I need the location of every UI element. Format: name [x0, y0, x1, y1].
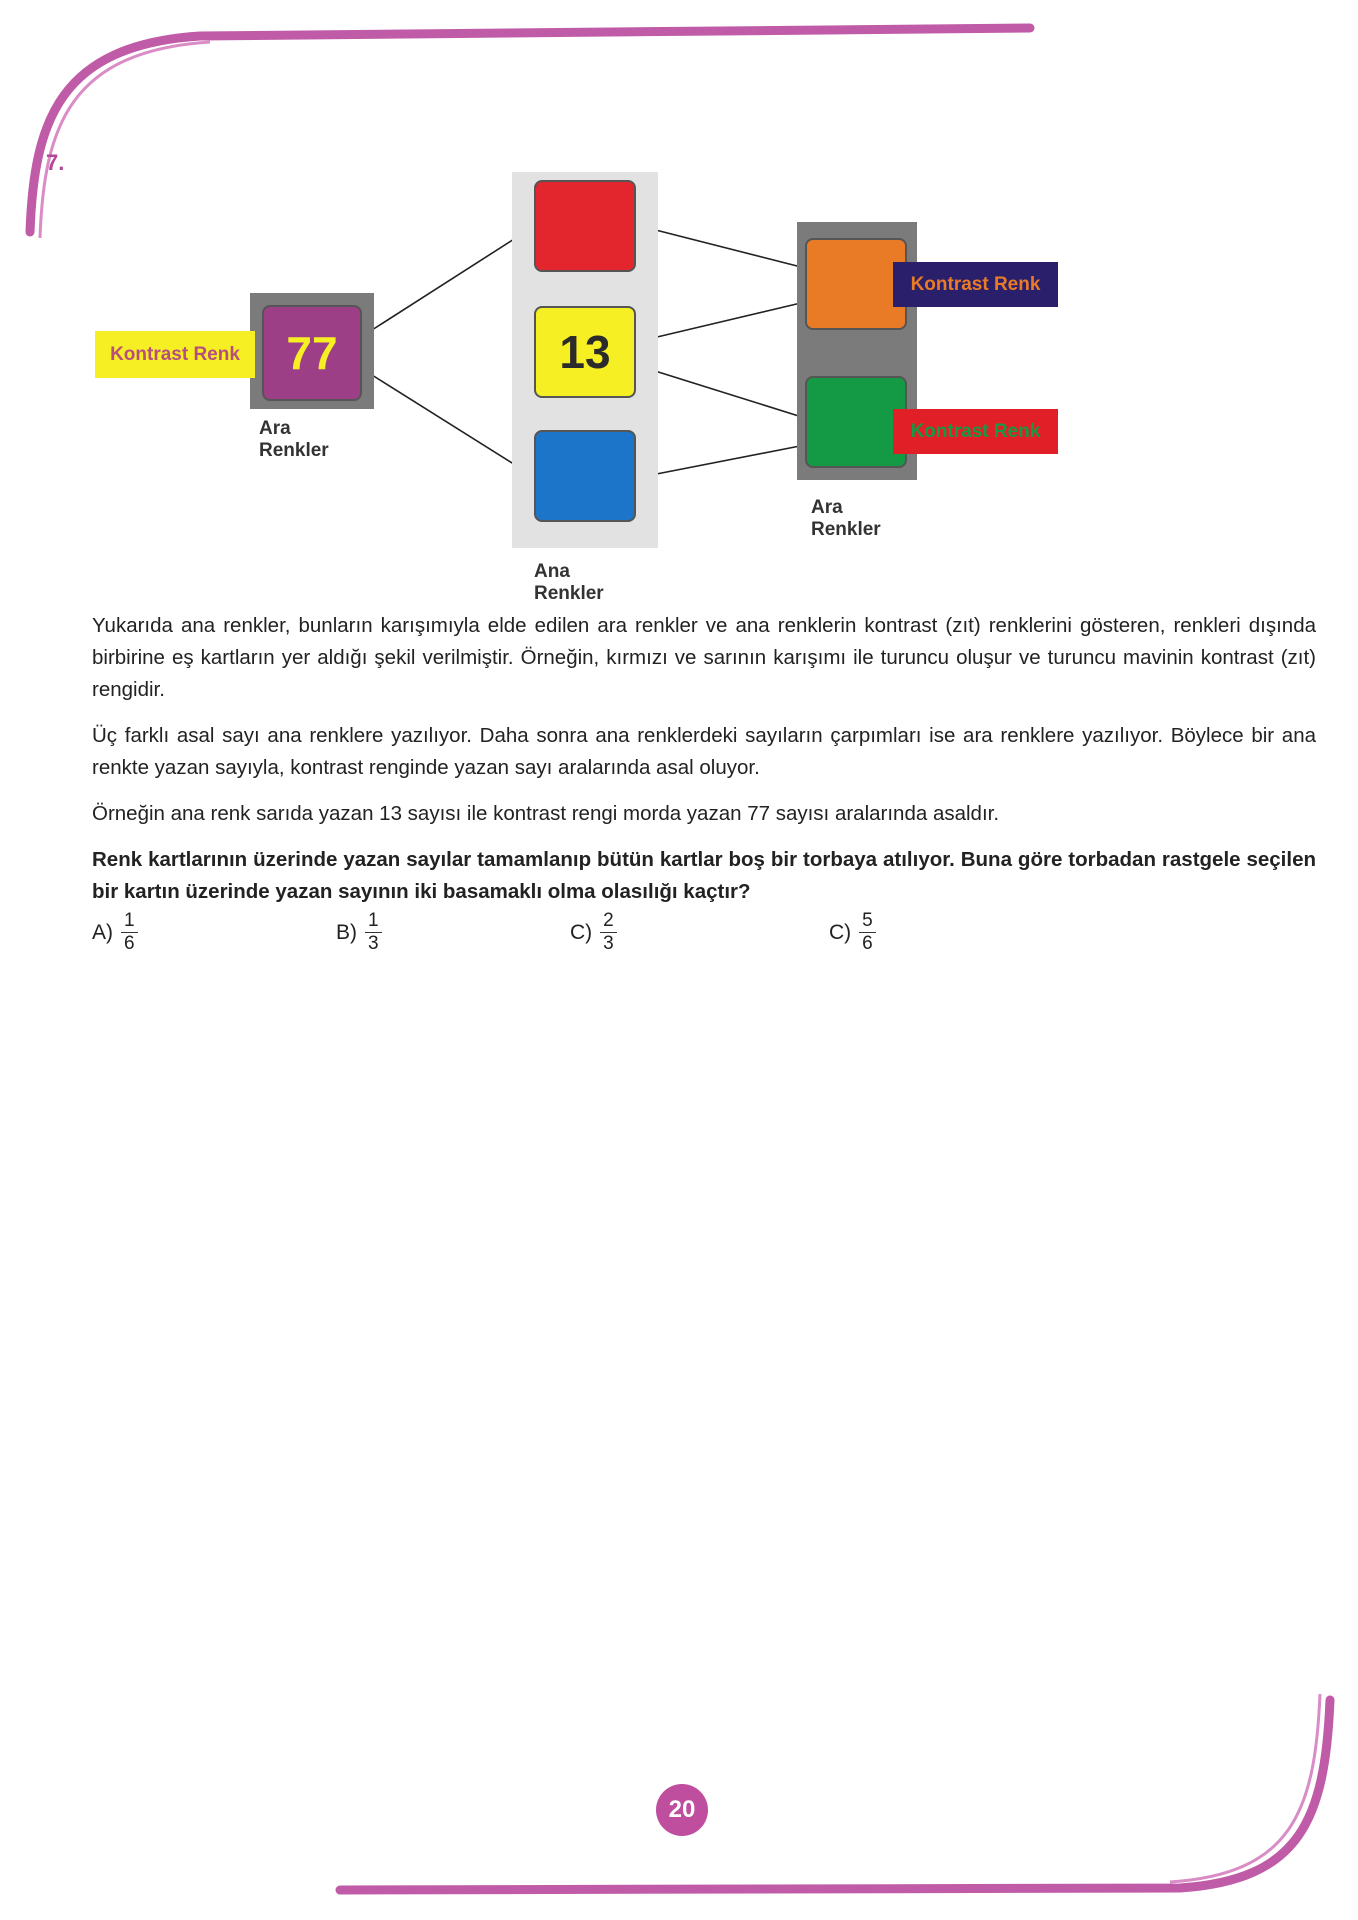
choice-fraction — [859, 910, 876, 955]
choice-fraction — [365, 910, 382, 955]
numerator: 1 — [121, 910, 138, 933]
paragraph-intro: Yukarıda ana renkler, bunların karışımıyla elde edilen ara renkler ve ana renklerin kontrast (zıt) renklerini gösteren, renkleri dışında birbirine eş kartların yer aldığı şekil verilmiştir. Örneğin, kırmızı ve sarının karışımı ile turuncu oluşur ve turuncu mavinin kontrast (zıt) rengidir. — [92, 614, 1316, 701]
choice-a[interactable] — [92, 910, 138, 955]
page-number: 20 — [656, 1784, 708, 1836]
connector-lines — [0, 0, 1358, 600]
choice-label: B) — [336, 920, 357, 944]
choice-label: C) — [570, 920, 593, 944]
denominator: 3 — [603, 933, 614, 954]
purple-card: 77 — [262, 305, 362, 401]
right-caption: Ara Renkler — [811, 497, 881, 540]
orange-card — [805, 238, 907, 330]
paragraph-example: Örneğin ana renk sarıda yazan 13 sayısı ile kontrast rengi morda yazan 77 sayısı aralarında asaldır. — [92, 802, 1000, 825]
choice-c[interactable] — [570, 910, 617, 955]
denominator: 3 — [368, 933, 379, 954]
blue-card — [534, 430, 636, 522]
numerator: 1 — [365, 910, 382, 933]
question-number: 7. — [46, 150, 65, 175]
numerator: 5 — [859, 910, 876, 933]
choice-fraction — [121, 910, 138, 955]
green-contrast-tag: Kontrast Renk — [893, 409, 1058, 454]
choice-label: C) — [829, 920, 852, 944]
red-card — [534, 180, 636, 272]
orange-contrast-tag: Kontrast Renk — [893, 262, 1058, 307]
yellow-card: 13 — [534, 306, 636, 398]
left-contrast-tag: Kontrast Renk — [95, 331, 255, 378]
green-card — [805, 376, 907, 468]
denominator: 6 — [862, 933, 873, 954]
choice-label: A) — [92, 920, 113, 944]
choice-b[interactable] — [336, 910, 382, 955]
question-prompt: Renk kartlarının üzerinde yazan sayılar tamamlanıp bütün kartlar boş bir torbaya atılıyor. Buna göre torbadan rastgele seçilen bir kartın üzerinde yazan sayının iki basamaklı olma olasılığı kaçtır? — [92, 848, 1316, 903]
paragraph-rule: Üç farklı asal sayı ana renklere yazılıyor. Daha sonra ana renklerdeki sayıların çarpımları ise ara renklere yazılıyor. Böylece bir ana renkte yazan sayıyla, kontrast renginde yazan sayı aralarında asal oluyor. — [92, 724, 1316, 779]
numerator: 2 — [600, 910, 617, 933]
question-body — [92, 610, 1316, 922]
choice-fraction — [600, 910, 617, 955]
answer-choices — [92, 910, 1092, 970]
denominator: 6 — [124, 933, 135, 954]
left-caption: Ara Renkler — [259, 418, 329, 461]
center-caption: Ana Renkler — [534, 561, 604, 604]
choice-d[interactable] — [829, 910, 876, 955]
